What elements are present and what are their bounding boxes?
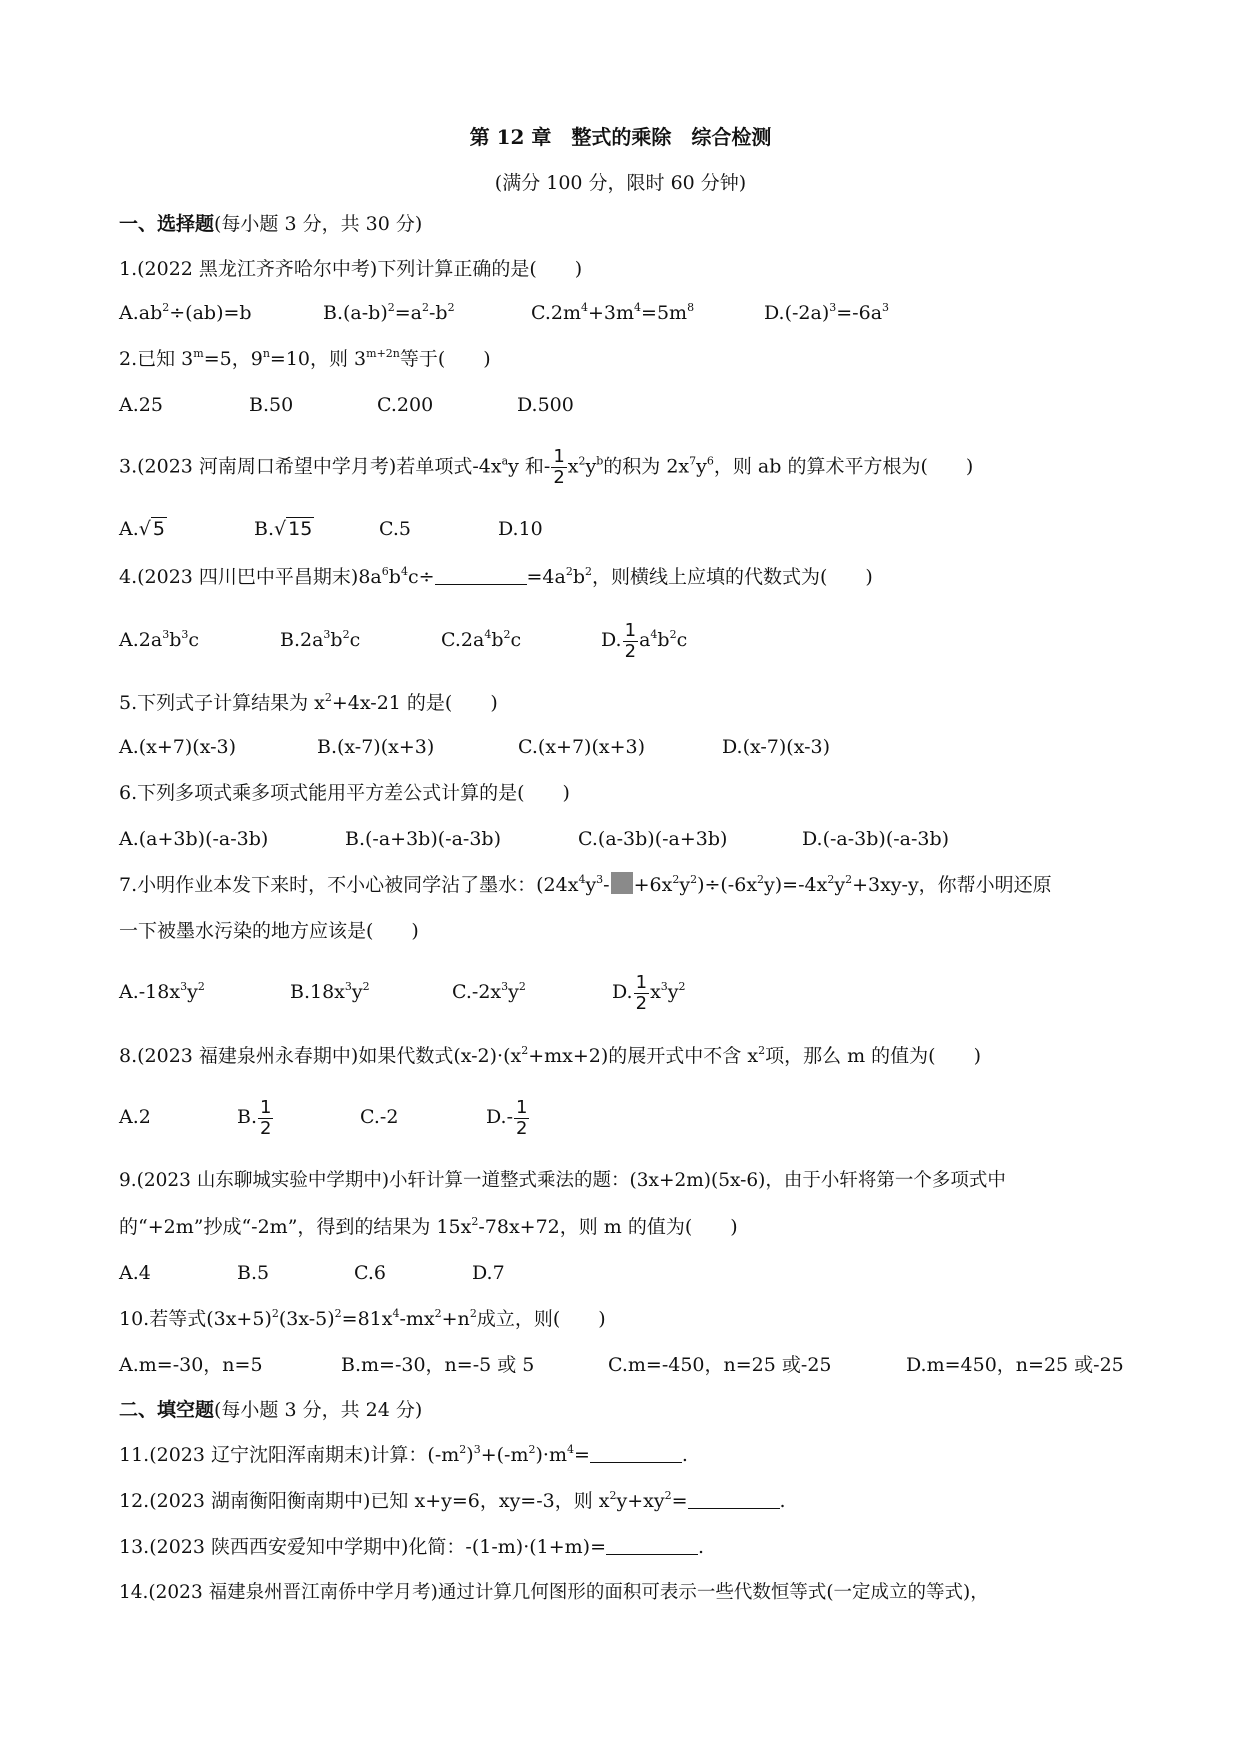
question-8-stem: 8.(2023 福建泉州永春期中)如果代数式$(x-2)\cdot(x^2+mx+2)$的展开式中不含 $x^2$项，那么 m 的值为( ) (119, 1044, 981, 1067)
question-3-option-c: C.5 (379, 518, 411, 540)
question-13-stem: 13.(2023 陕西西安爱知中学期中)化简：-(1-m)·(1+m)= . (119, 1536, 705, 1558)
question-14-stem: 14.(2023 福建泉州晋江南侨中学月考)通过计算几何图形的面积可表示一些代数恒等式(一定成立的等式)， (119, 1582, 989, 1603)
fraction: $\frac{1}{2}$ (553, 446, 565, 488)
question-6-option-b: B.(-a+3b)(-a-3b) (345, 828, 501, 850)
question-2-option-c: C.200 (377, 394, 434, 416)
fill-blank (590, 1444, 682, 1463)
question-9-option-b: B.5 (237, 1262, 270, 1284)
fraction: $\frac{1}{2}$ (635, 971, 648, 1014)
question-9-option-a: A.4 (119, 1262, 151, 1284)
sqrt-symbol: √ 15 (274, 518, 313, 540)
question-6-option-a: A.(a+3b)(-a-3b) (119, 828, 269, 850)
question-7-option-a: $A.-18x^3y^2$ (119, 980, 205, 1003)
question-4-option-b: $B.2a^3b^2c$ (280, 628, 361, 651)
question-12-stem: 12.(2023 湖南衡阳衡南期中)已知 x+y=6，xy=-3，则 $x^2y+xy^2=$ . (119, 1489, 786, 1512)
question-10-stem: 10.若等式$(3x+5)^2(3x-5)^2=81x^4-mx^2+n^2$成立，则( ) (119, 1307, 606, 1330)
question-10-option-b: B.m=-30，n=-5 或 5 (341, 1354, 535, 1376)
section-heading-fill: 二、填空题(每小题 3 分，共 24 分) (119, 1399, 423, 1421)
question-1-option-d: $D.(-2a)^3=-6a^3$ (764, 301, 890, 324)
question-3-option-d: D.10 (498, 518, 543, 540)
question-8-option-c: C.-2 (360, 1106, 399, 1128)
question-1-option-b: $B.(a-b)^2=a^2-b^2$ (323, 301, 455, 324)
question-2-option-b: B.50 (249, 394, 294, 416)
question-2-stem: 2.已知 $3^m=5$，$9^n=10$，则 $3^{m+2n}$等于( ) (119, 347, 491, 370)
question-6-option-c: C.(a-3b)(-a+3b) (578, 828, 728, 850)
question-4-option-d: D. $\frac{1}{2}$ $a^4b^2c$ (601, 619, 688, 662)
page-subtitle: (满分 100 分，限时 60 分钟) (494, 172, 747, 194)
question-7-option-c: $C.-2x^3y^2$ (452, 980, 526, 1003)
question-6-option-d: D.(-a-3b)(-a-3b) (802, 828, 950, 850)
question-5-stem: 5.下列式子计算结果为 $x^2+4x-21$ 的是( ) (119, 691, 498, 714)
question-1-stem: 1.(2022 黑龙江齐齐哈尔中考)下列计算正确的是( ) (119, 258, 583, 280)
fraction: $\frac{1}{2}$ (624, 619, 637, 662)
question-9-stem-line-1: 9.(2023 山东聊城实验中学期中)小轩计算一道整式乘法的题：(3x+2m)(5x-6)，由于小轩将第一个多项式中 (119, 1170, 1006, 1191)
question-7-stem-line-1: 7.小明作业本发下来时，不小心被同学沾了墨水：$(24x^4y^3- +6x^2y^2)\div(-6x^2y)=-4x^2y^2+3xy-y$，你帮小明还原 (119, 873, 1052, 896)
question-5-option-d: D.(x-7)(x-3) (722, 736, 831, 758)
question-3-option-a: A.√ 5 (119, 518, 165, 540)
question-7-option-d: D. $\frac{1}{2}$ $x^3y^2$ (612, 971, 686, 1014)
question-1-option-a: $A.ab^2\div(ab)=b$ (119, 301, 252, 324)
question-10-option-a: A.m=-30，n=5 (119, 1354, 263, 1376)
question-9-option-c: C.6 (354, 1262, 386, 1284)
question-4-option-a: $A.2a^3b^3c$ (119, 628, 200, 651)
question-6-stem: 6.下列多项式乘多项式能用平方差公式计算的是( ) (119, 782, 570, 804)
question-5-option-b: B.(x-7)(x+3) (317, 736, 435, 758)
question-10-option-d: D.m=450，n=25 或-25 (906, 1354, 1124, 1376)
question-11-stem: 11.(2023 辽宁沈阳浑南期末)计算：$(-m^2)^3+(-m^2)\cdot m^4=$ . (119, 1443, 688, 1466)
question-8-option-a: A.2 (119, 1106, 151, 1128)
sqrt-symbol: √ 5 (138, 518, 165, 540)
question-1-option-c: $C.2m^4+3m^4=5m^8$ (531, 301, 695, 324)
question-2-option-d: D.500 (517, 394, 574, 416)
question-8-option-b: B. $\frac{1}{2}$ (237, 1096, 272, 1139)
question-2-option-a: A.25 (119, 394, 163, 416)
fill-blank (606, 1536, 698, 1555)
ink-stain (611, 872, 633, 894)
question-4-option-c: $C.2a^4b^2c$ (441, 628, 522, 651)
section-heading-choice: 一、选择题(每小题 3 分，共 30 分) (119, 213, 423, 235)
fraction: $\frac{1}{2}$ (516, 1096, 528, 1139)
fraction: $\frac{1}{2}$ (260, 1096, 272, 1139)
question-7-stem-line-2: 一下被墨水污染的地方应该是( ) (119, 920, 419, 942)
question-5-option-c: C.(x+7)(x+3) (518, 736, 645, 758)
question-8-option-d: D.- $\frac{1}{2}$ (486, 1096, 528, 1139)
question-9-stem-line-2: 的“+2m”抄成“-2m”，得到的结果为 $15x^2-78x+72$，则 m 的值为( ) (119, 1215, 738, 1238)
question-7-option-b: $B.18x^3y^2$ (290, 980, 370, 1003)
question-5-option-a: A.(x+7)(x-3) (119, 736, 237, 758)
question-3-stem: 3.(2023 河南周口希望中学月考)若单项式$-4x^ay$ 和- $\frac{1}{2}$ $x^2y^b$的积为 $2x^7y^6$，则 ab 的算术平方根为( ) (119, 446, 974, 488)
fill-blank (435, 566, 527, 585)
fill-blank (688, 1490, 780, 1509)
question-3-option-b: B.√ 15 (254, 518, 313, 540)
question-10-option-c: C.m=-450，n=25 或-25 (608, 1354, 832, 1376)
question-9-option-d: D.7 (472, 1262, 505, 1284)
page-title: 第 12 章 整式的乘除 综合检测 (469, 125, 772, 149)
question-4-stem: 4.(2023 四川巴中平昌期末)$8a^6b^4c\div =4a^2b^2$，则横线上应填的代数式为( ) (119, 565, 873, 588)
